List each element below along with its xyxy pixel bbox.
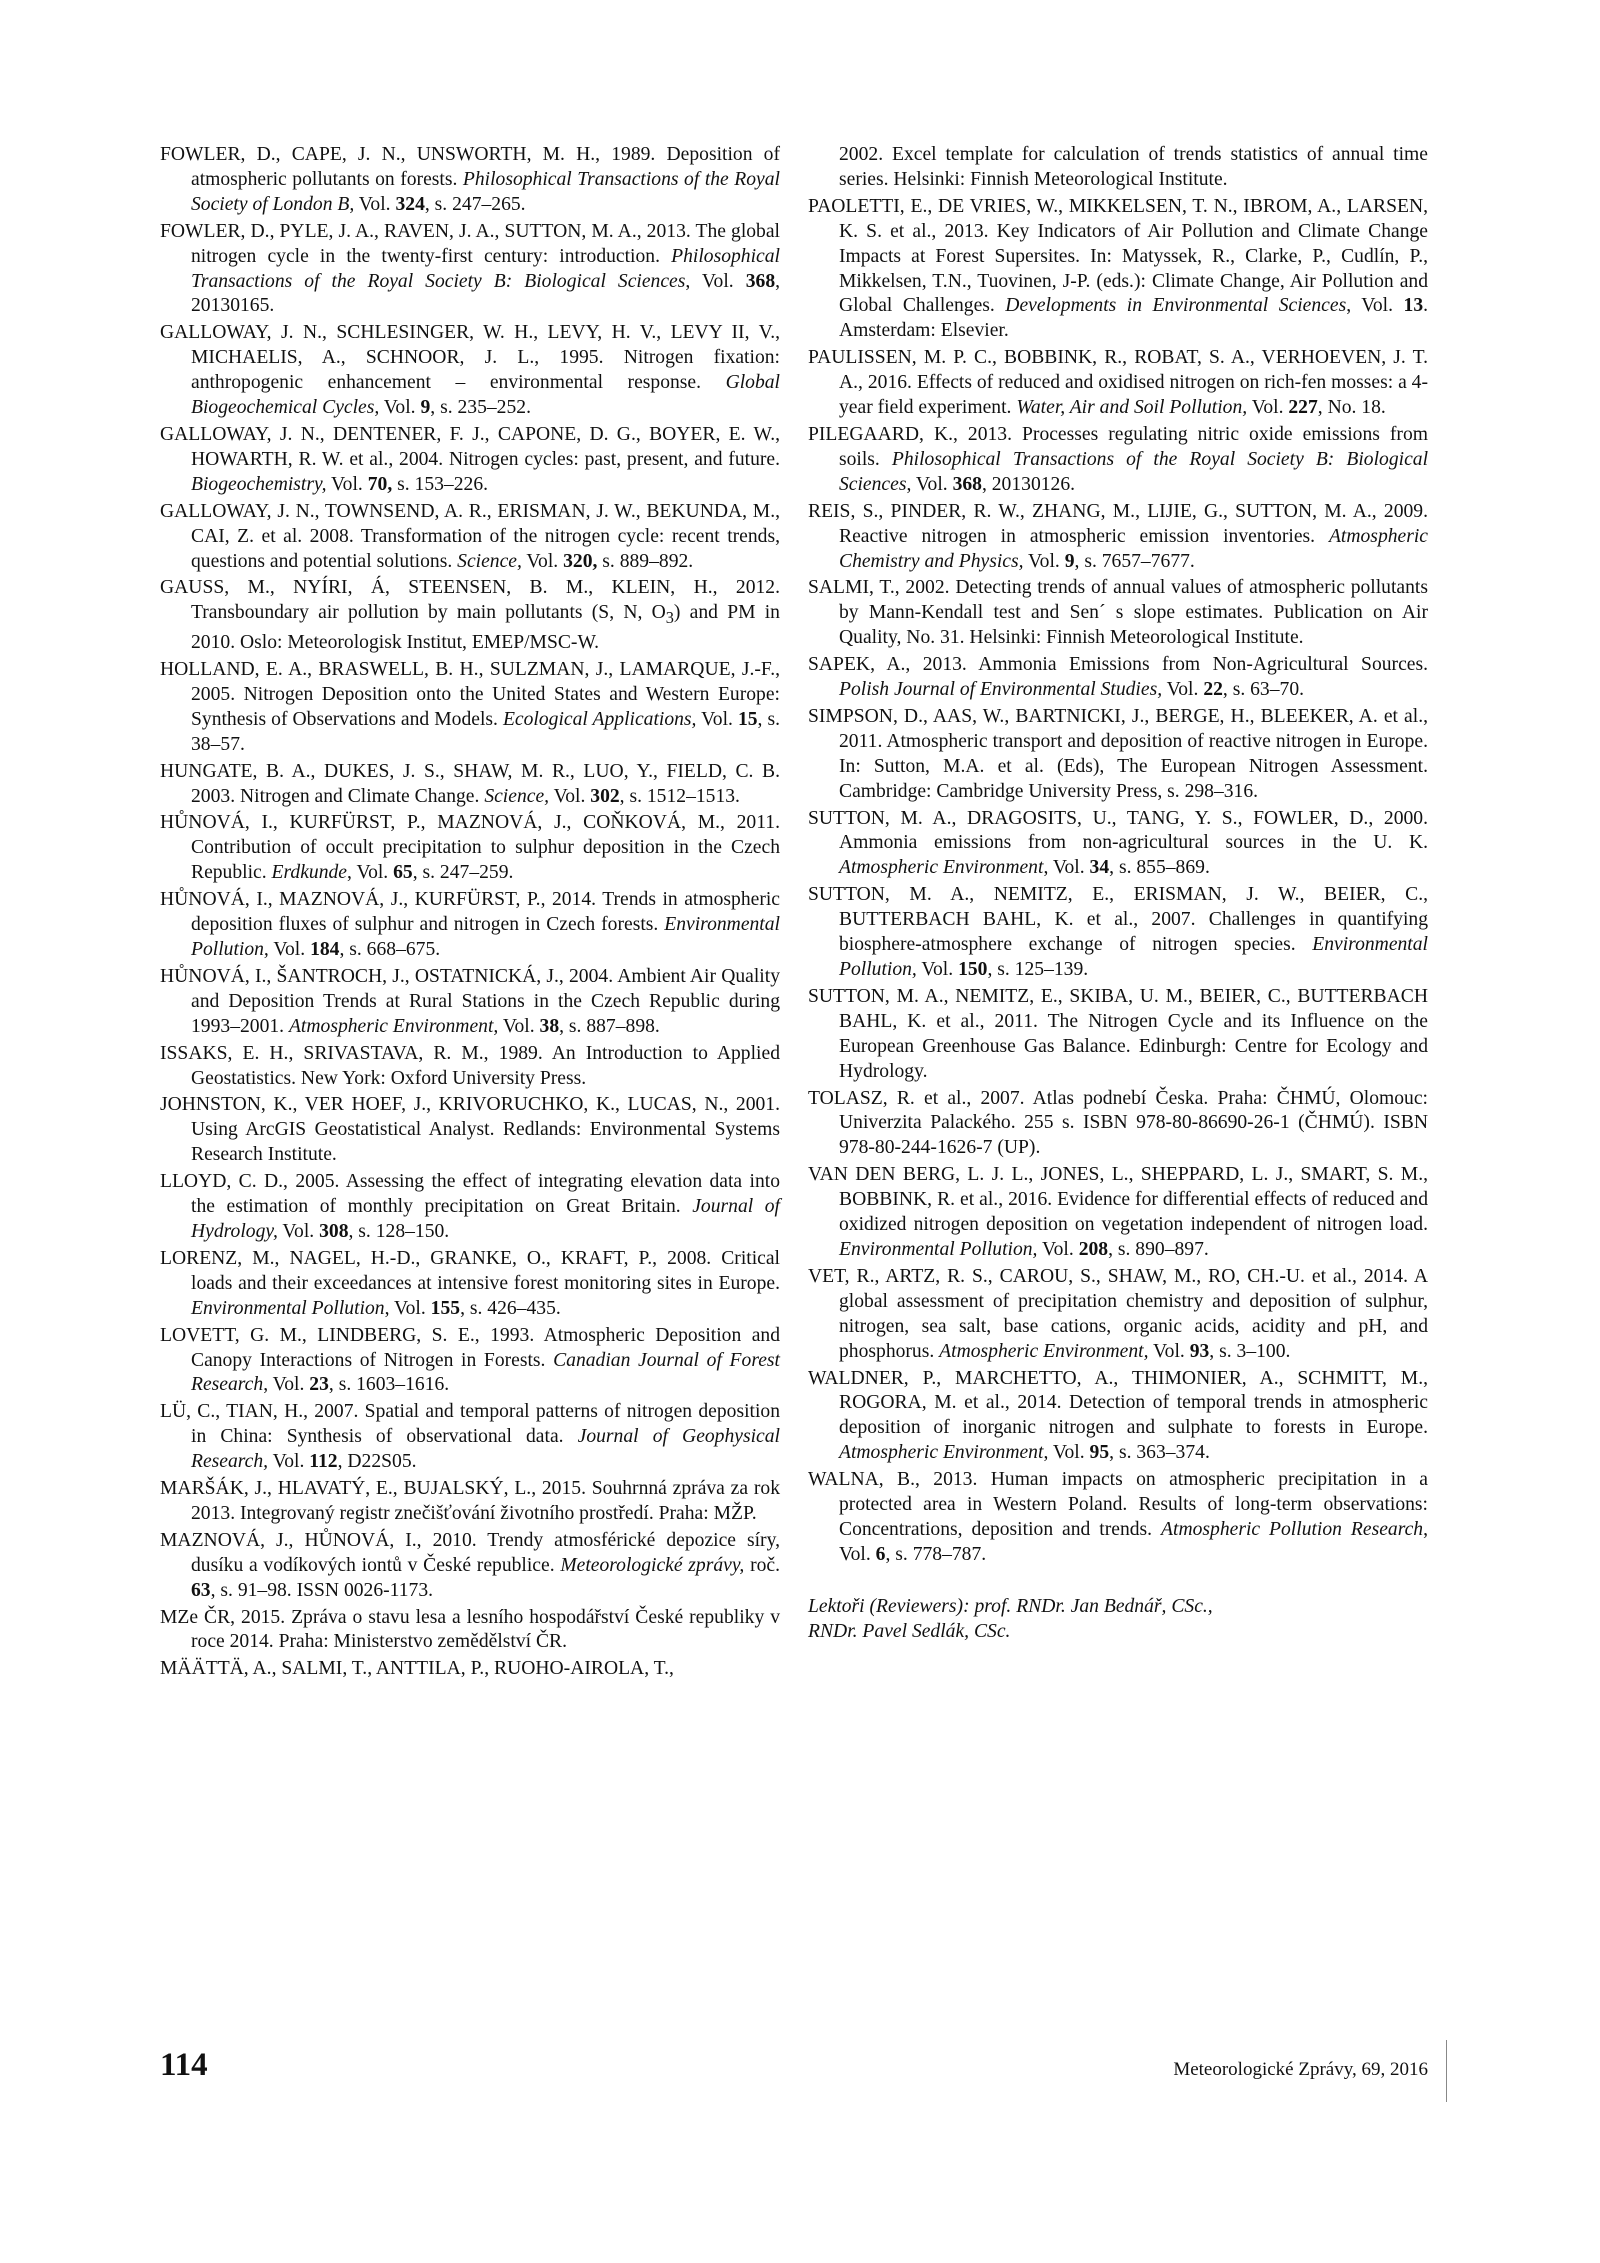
reference-text: GALLOWAY, J. N., TOWNSEND, A. R., ERISMAN, J. W., BEKUNDA, M., CAI, Z. et al. 2008. Transformation of the nitrogen cycle: recent trends, questions and potential solutions. <box>160 500 780 572</box>
reference-entry <box>160 1529 780 1604</box>
reference-volume: 112 <box>309 1451 338 1473</box>
reference-text: Vol. <box>521 550 564 572</box>
reference-text: FOWLER, D., PYLE, J. A., RAVEN, J. A., SUTTON, M. A., 2013. The global nitrogen cycle in the twenty-first century: introduction. <box>160 220 780 267</box>
reference-journal-title: Biogeochemistry, <box>191 473 327 495</box>
reference-volume: 22 <box>1203 679 1223 701</box>
reference-text: , 20130165. <box>191 270 781 317</box>
reference-text: , s. 855–869. <box>1109 857 1210 879</box>
reference-text: , Vol. <box>1043 1442 1090 1464</box>
reviewers-line-1: Lektoři (Reviewers): prof. RNDr. Jan Bednář, CSc., <box>808 1595 1213 1617</box>
reference-journal-title: Polish Journal of Environmental Studies, <box>839 679 1163 701</box>
reference-entry <box>160 811 780 886</box>
reference-journal-title: Science, <box>484 785 550 807</box>
reference-entry <box>160 1477 780 1527</box>
references-left-column <box>160 143 780 1684</box>
reference-text: HŮNOVÁ, I., KURFÜRST, P., MAZNOVÁ, J., COŇKOVÁ, M., 2011. Contribution of occult precipitation to sulphur deposition in the Czech Republic. <box>160 812 780 884</box>
reference-entry <box>160 1657 780 1682</box>
reference-text: , No. 18. <box>1317 397 1386 419</box>
reference-text: , Vol. <box>1043 857 1090 879</box>
reference-volume: 13 <box>1403 295 1424 317</box>
reference-text: ) and PM in 2010. Oslo: Meteorologisk Institut, EMEP/MSC-W. <box>191 602 780 654</box>
reference-entry <box>808 985 1428 1085</box>
reference-text: Vol. <box>1247 397 1289 419</box>
reference-text: HŮNOVÁ, I., ŠANTROCH, J., OSTATNICKÁ, J., 2004. Ambient Air Quality and Deposition Trends at Rural Stations in the Czech Republic during 1993–2001. <box>160 965 780 1037</box>
reference-entry <box>808 1163 1428 1263</box>
reference-text: MAZNOVÁ, J., HŮNOVÁ, I., 2010. Trendy atmosférické depozice síry, dusíku a vodíkových iontů v České republice. <box>160 1529 780 1576</box>
reference-journal-title: Global Biogeochemical Cycles, <box>191 372 780 419</box>
reference-text: SUTTON, M. A., DRAGOSITS, U., TANG, Y. S., FOWLER, D., 2000. Ammonia emissions from non-agricultural sources in the U. K. <box>808 807 1428 854</box>
reference-journal-title: Water, Air and Soil Pollution, <box>1016 397 1248 419</box>
reference-text: , Vol. <box>347 862 394 884</box>
reference-text: , s. 7657–7677. <box>1074 550 1195 572</box>
reference-text: , s. 1512–1513. <box>619 785 740 807</box>
reference-text: MZe ČR, 2015. Zpráva o stavu lesa a lesního hospodářství České republiky v roce 2014. Praha: Ministerstvo zemědělství ČR. <box>160 1606 780 1653</box>
reference-volume: 65 <box>393 862 413 884</box>
reference-entry <box>808 346 1428 421</box>
reference-text: SIMPSON, D., AAS, W., BARTNICKI, J., BERGE, H., BLEEKER, A. et al., 2011. Atmospheric transport and deposition of reactive nitrogen in Europe. In: Sutton, M.A. et al. (Eds), The European Nitrogen Assessment. Cambridge: Cambridge University Press, s. 298–316. <box>808 705 1428 802</box>
reference-entry <box>160 658 780 758</box>
reference-entry <box>160 423 780 498</box>
reference-text: , s. 125–139. <box>987 959 1089 980</box>
reference-text: Vol. <box>326 473 368 495</box>
reference-text: , s. 235–252. <box>430 397 531 419</box>
reference-entry <box>808 807 1428 882</box>
reference-entry <box>160 321 780 421</box>
reference-entry <box>160 760 780 810</box>
reference-text: , s. 38–57. <box>191 708 780 755</box>
reference-text: LLOYD, C. D., 2005. Assessing the effect of integrating elevation data into the estimation of monthly precipitation on Great Britain. <box>160 1171 780 1218</box>
reference-text: , Vol. <box>263 1374 310 1396</box>
reference-entry <box>808 423 1428 498</box>
reference-entry <box>160 1324 780 1399</box>
reference-entry <box>160 1170 780 1245</box>
reference-text: SUTTON, M. A., NEMITZ, E., SKIBA, U. M., BEIER, C., BUTTERBACH BAHL, K. et al., 2011. The Nitrogen Cycle and its Influence on the European Greenhouse Gas Balance. Edinburgh: Centre for Ecology and Hydrology. <box>808 985 1428 1082</box>
reference-text: Vol. <box>1023 550 1065 572</box>
reference-text: VAN DEN BERG, L. J. L., JONES, L., SHEPPARD, L. J., SMART, S. M., BOBBINK, R. et al., 2016. Evidence for differential effects of reduced and oxidized nitrogen deposition on vegetation independent of nitrogen load. <box>808 1164 1428 1236</box>
reference-journal-title: Developments in Environmental Sciences <box>1005 295 1347 317</box>
reference-entry <box>160 143 780 218</box>
reference-text: Vol. <box>498 1015 540 1037</box>
reference-volume: 6 <box>875 1543 886 1565</box>
reference-text: SAPEK, A., 2013. Ammonia Emissions from Non-Agricultural Sources. <box>808 654 1428 676</box>
reference-text: MARŠÁK, J., HLAVATÝ, E., BUJALSKÝ, L., 2015. Souhrnná zpráva za rok 2013. Integrovaný registr znečišťování životního prostředí. Praha: MŽP. <box>160 1478 780 1524</box>
references-right-list <box>808 143 1428 1568</box>
reference-text: MÄÄTTÄ, A., SALMI, T., ANTTILA, P., RUOHO-AIROLA, T., <box>160 1658 674 1680</box>
reference-text: , s. 91–98. ISSN 0026-1173. <box>210 1579 434 1601</box>
reference-entry <box>160 220 780 320</box>
reference-volume: 9 <box>1064 550 1075 572</box>
reference-text: LORENZ, M., NAGEL, H.-D., GRANKE, O., KRAFT, P., 2008. Critical loads and their exceedances at intensive forest monitoring sites in Europe. <box>160 1247 780 1294</box>
reference-text: TOLASZ, R. et al., 2007. Atlas podnebí Česka. Praha: ČHMÚ, Olomouc: Univerzita Palackého. 255 s. ISBN 978-80-86690-26-1 (ČHMÚ). ISBN 978-80-244-1626-7 (UP). <box>808 1087 1428 1159</box>
reference-text: SUTTON, M. A., NEMITZ, E., ERISMAN, J. W., BEIER, C., BUTTERBACH BAHL, K. et al., 2007. Challenges in quantifying biosphere-atmosphere exchange of nitrogen species. <box>808 884 1428 956</box>
reference-journal-title: Atmospheric Environment, <box>288 1015 499 1037</box>
reference-volume: 63 <box>191 1579 211 1601</box>
reference-volume: 320, <box>563 550 598 572</box>
reference-entry <box>160 888 780 963</box>
reference-journal-title: Environmental Pollution, <box>839 934 1428 980</box>
reference-text: , s. 890–897. <box>1108 1238 1209 1260</box>
reference-volume: 368 <box>745 270 776 292</box>
reference-journal-title: Environmental Pollution <box>191 1297 385 1319</box>
reference-entry <box>808 653 1428 703</box>
reference-journal-title: Erdkunde <box>271 862 347 884</box>
reference-text: Vol. <box>696 708 738 730</box>
reference-text: s. 889–892. <box>597 550 694 572</box>
reference-journal-title: Canadian Journal of Forest Research <box>191 1349 780 1396</box>
references-right-column <box>808 143 1428 1644</box>
journal-footer: Meteorologické Zprávy, 69, 2016 <box>1173 2059 1428 2080</box>
reference-text: Vol. <box>379 397 421 419</box>
reference-entry <box>808 1367 1428 1467</box>
reference-text: Vol. <box>916 959 959 980</box>
reference-text: Vol. <box>354 193 396 215</box>
reference-volume: 227 <box>1288 397 1318 419</box>
reference-volume: 155 <box>430 1297 461 1319</box>
reference-journal-title: Journal of Geophysical Research, <box>191 1426 780 1473</box>
reference-text: 2002. Excel template for calculation of trends statistics of annual time series. Helsinki: Finnish Meteorological Institute. <box>839 144 1428 190</box>
reference-text: Vol. <box>549 785 591 807</box>
reference-journal-title: Atmospheric Environment <box>839 1442 1044 1464</box>
reference-entry <box>808 195 1428 344</box>
reference-text: GALLOWAY, J. N., SCHLESINGER, W. H., LEVY, H. V., LEVY II, V., MICHAELIS, A., SCHNOOR, J. L., 1995. Nitrogen fixation: anthropogenic enhancement – environmental response. <box>160 322 780 394</box>
reference-volume: 93 <box>1189 1340 1210 1362</box>
reference-entry <box>808 883 1428 983</box>
reference-entry <box>160 1606 780 1656</box>
reference-entry <box>808 500 1428 575</box>
reference-journal-title: Journal of Hydrology, <box>191 1196 781 1242</box>
reference-entry <box>808 1087 1428 1162</box>
reference-text: , Vol. <box>384 1297 431 1319</box>
reference-text: , s. 778–787. <box>885 1543 987 1565</box>
reference-text: , s. 887–898. <box>559 1015 660 1037</box>
reference-entry <box>160 1400 780 1475</box>
page-number: 114 <box>160 2047 208 2083</box>
reference-journal-title: Environmental Pollution, <box>839 1238 1038 1260</box>
reference-text: Vol. <box>268 939 311 960</box>
reference-text: LOVETT, G. M., LINDBERG, S. E., 1993. Atmospheric Deposition and Canopy Interactions of Nitrogen in Forests. <box>160 1324 780 1371</box>
reference-entry <box>808 576 1428 651</box>
reference-text: HUNGATE, B. A., DUKES, J. S., SHAW, M. R., LUO, Y., FIELD, C. B. 2003. Nitrogen and Climate Change. <box>160 760 780 807</box>
reference-text: PAOLETTI, E., DE VRIES, W., MIKKELSEN, T. N., IBROM, A., LARSEN, K. S. et al., 2013. Key Indicators of Air Pollution and Climate Change Impacts at Forest Supersites. In: Matyssek, R., Clarke, P., Cudlín, P., Mikkelsen, T.N., Tuovinen, J-P. (eds.): Climate Change, Air Pollution and Global Challenges. <box>808 195 1428 317</box>
reference-text: , s. 128–150. <box>348 1220 450 1242</box>
reference-volume: 302 <box>590 785 620 807</box>
reference-text: LÜ, C., TIAN, H., 2007. Spatial and temporal patterns of nitrogen deposition in China: Synthesis of observational data. <box>160 1401 780 1448</box>
reference-entry <box>808 143 1428 193</box>
reviewers-line-2: RNDr. Pavel Sedlák, CSc. <box>808 1620 1011 1642</box>
reference-text: JOHNSTON, K., VER HOEF, J., KRIVORUCHKO, K., LUCAS, N., 2001. Using ArcGIS Geostatistical Analyst. Redlands: Environmental Systems Research Institute. <box>160 1094 780 1166</box>
reference-entry <box>160 1247 780 1322</box>
reference-volume: 324 <box>395 193 425 215</box>
reference-text: , D22S05. <box>337 1451 417 1473</box>
reference-journal-title: Environmental Pollution, <box>191 914 780 960</box>
reference-text: Vol. <box>1037 1238 1079 1260</box>
reference-text: , Vol. <box>1346 295 1404 317</box>
reference-text: 3 <box>665 608 674 628</box>
reference-text: , s. 668–675. <box>339 939 441 960</box>
reference-text: , 20130126. <box>981 473 1076 495</box>
reference-volume: 70, <box>367 473 393 495</box>
reference-entry <box>808 1265 1428 1365</box>
reference-volume: 15 <box>737 708 758 730</box>
reference-journal-title: Atmospheric Environment <box>839 857 1044 879</box>
reference-volume: 38 <box>539 1015 560 1037</box>
reference-text: , s. 426–435. <box>460 1297 561 1319</box>
reference-volume: 308 <box>319 1220 349 1242</box>
reference-volume: 34 <box>1089 857 1110 879</box>
reference-entry <box>160 1042 780 1092</box>
reference-entry <box>808 1468 1428 1568</box>
reference-text: , s. 247–265. <box>424 193 526 215</box>
reference-text: SALMI, T., 2002. Detecting trends of annual values of atmospheric pollutants by Mann-Kendall test and Sen´ s slope estimates. Publication on Air Quality, No. 31. Helsinki: Finnish Meteorological Institute. <box>808 577 1428 649</box>
reference-entry <box>808 705 1428 805</box>
reference-text: WALDNER, P., MARCHETTO, A., THIMONIER, A., SCHMITT, M., ROGORA, M. et al., 2014. Detection of temporal trends in atmospheric deposition of inorganic nitrogen and sulphate to forests in Europe. <box>808 1367 1428 1439</box>
reference-text: , s. 63–70. <box>1222 679 1305 701</box>
reference-text: PAULISSEN, M. P. C., BOBBINK, R., ROBAT, S. A., VERHOEVEN, J. T. A., 2016. Effects of reduced and oxidised nitrogen on rich-fen mosses: a 4-year field experiment. <box>808 347 1428 419</box>
reference-text: PILEGAARD, K., 2013. Processes regulating nitric oxide emissions from soils. <box>808 423 1428 470</box>
reference-text: , s. 3–100. <box>1209 1340 1291 1362</box>
reference-text: HOLLAND, E. A., BRASWELL, B. H., SULZMAN, J., LAMARQUE, J.-F., 2005. Nitrogen Deposition onto the United States and Western Europe: Synthesis of Observations and Models. <box>160 659 780 730</box>
reference-journal-title: Philosophical Transactions of the Royal Society B: Biological Sciences <box>839 448 1429 495</box>
reference-text: Vol. <box>277 1220 320 1242</box>
reference-entry <box>160 500 780 575</box>
reference-volume: 95 <box>1089 1442 1110 1464</box>
reference-text: roč. <box>744 1554 780 1576</box>
reference-journal-title: Science, <box>457 550 522 572</box>
reference-text: GAUSS, M., NYÍRI, Á, STEENSEN, B. M., KLEIN, H., 2012. Transboundary air pollution by main pollutants (S, N, O <box>160 577 780 624</box>
reference-journal-title: Atmospheric Pollution Research <box>1161 1518 1424 1540</box>
reference-text: WALNA, B., 2013. Human impacts on atmospheric precipitation in a protected area in Western Poland. Results of long-term observations: Concentrations, deposition and trends. <box>808 1469 1428 1540</box>
reference-text: Vol. <box>268 1451 310 1473</box>
reference-volume: 23 <box>309 1374 329 1396</box>
reference-entry <box>160 1093 780 1168</box>
footer-divider <box>1446 2040 1447 2102</box>
reference-text: Vol. <box>1162 679 1204 701</box>
reference-text: , s. 1603–1616. <box>328 1374 450 1396</box>
reference-text: , Vol. <box>685 270 746 292</box>
reviewers-note <box>808 1594 1428 1644</box>
reference-text: REIS, S., PINDER, R. W., ZHANG, M., LIJIE, G., SUTTON, M. A., 2009. Reactive nitrogen in atmospheric emission inventories. <box>808 500 1428 547</box>
reference-volume: 208 <box>1078 1238 1109 1260</box>
reference-volume: 368 <box>952 473 982 495</box>
reference-text: Vol. <box>1148 1340 1190 1362</box>
reference-text: s. 153–226. <box>392 473 489 495</box>
reference-text: ISSAKS, E. H., SRIVASTAVA, R. M., 1989. An Introduction to Applied Geostatistics. New York: Oxford University Press. <box>160 1042 780 1089</box>
reference-entry <box>160 965 780 1040</box>
reference-journal-title: Ecological Applications, <box>502 708 697 730</box>
reference-journal-title: Atmospheric Environment, <box>939 1340 1149 1362</box>
reference-journal-title: Meteorologické zprávy, <box>560 1554 745 1576</box>
reference-text: , Vol. <box>906 473 953 495</box>
reference-journal-title: Philosophical Transactions of the Royal Society of London B, <box>191 168 780 215</box>
reference-text: . Amsterdam: Elsevier. <box>839 295 1429 342</box>
reference-journal-title: Philosophical Transactions of the Royal Society B: Biological Sciences <box>191 245 780 292</box>
reference-text: GALLOWAY, J. N., DENTENER, F. J., CAPONE, D. G., BOYER, E. W., HOWARTH, R. W. et al., 2004. Nitrogen cycles: past, present, and future. <box>160 423 780 470</box>
reference-text: , Vol. <box>839 1518 1429 1565</box>
reference-text: FOWLER, D., CAPE, J. N., UNSWORTH, M. H., 1989. Deposition of atmospheric pollutants on forests. <box>160 144 780 190</box>
reference-volume: 184 <box>310 939 340 960</box>
reference-entry <box>160 576 780 656</box>
reference-text: , s. 363–374. <box>1109 1442 1210 1464</box>
reference-text: , s. 247–259. <box>412 862 514 884</box>
reference-text: HŮNOVÁ, I., MAZNOVÁ, J., KURFÜRST, P., 2014. Trends in atmospheric deposition fluxes of sulphur and nitrogen in Czech forests. <box>160 889 780 936</box>
reference-volume: 9 <box>420 397 431 419</box>
reference-volume: 150 <box>958 959 988 980</box>
reference-text: VET, R., ARTZ, R. S., CAROU, S., SHAW, M., RO, CH.-U. et al., 2014. A global assessment of precipitation chemistry and deposition of sulphur, nitrogen, sea salt, base cations, organic acids, acidity and pH, and phosphorus. <box>808 1265 1428 1362</box>
reference-journal-title: Atmospheric Chemistry and Physics, <box>839 525 1428 572</box>
